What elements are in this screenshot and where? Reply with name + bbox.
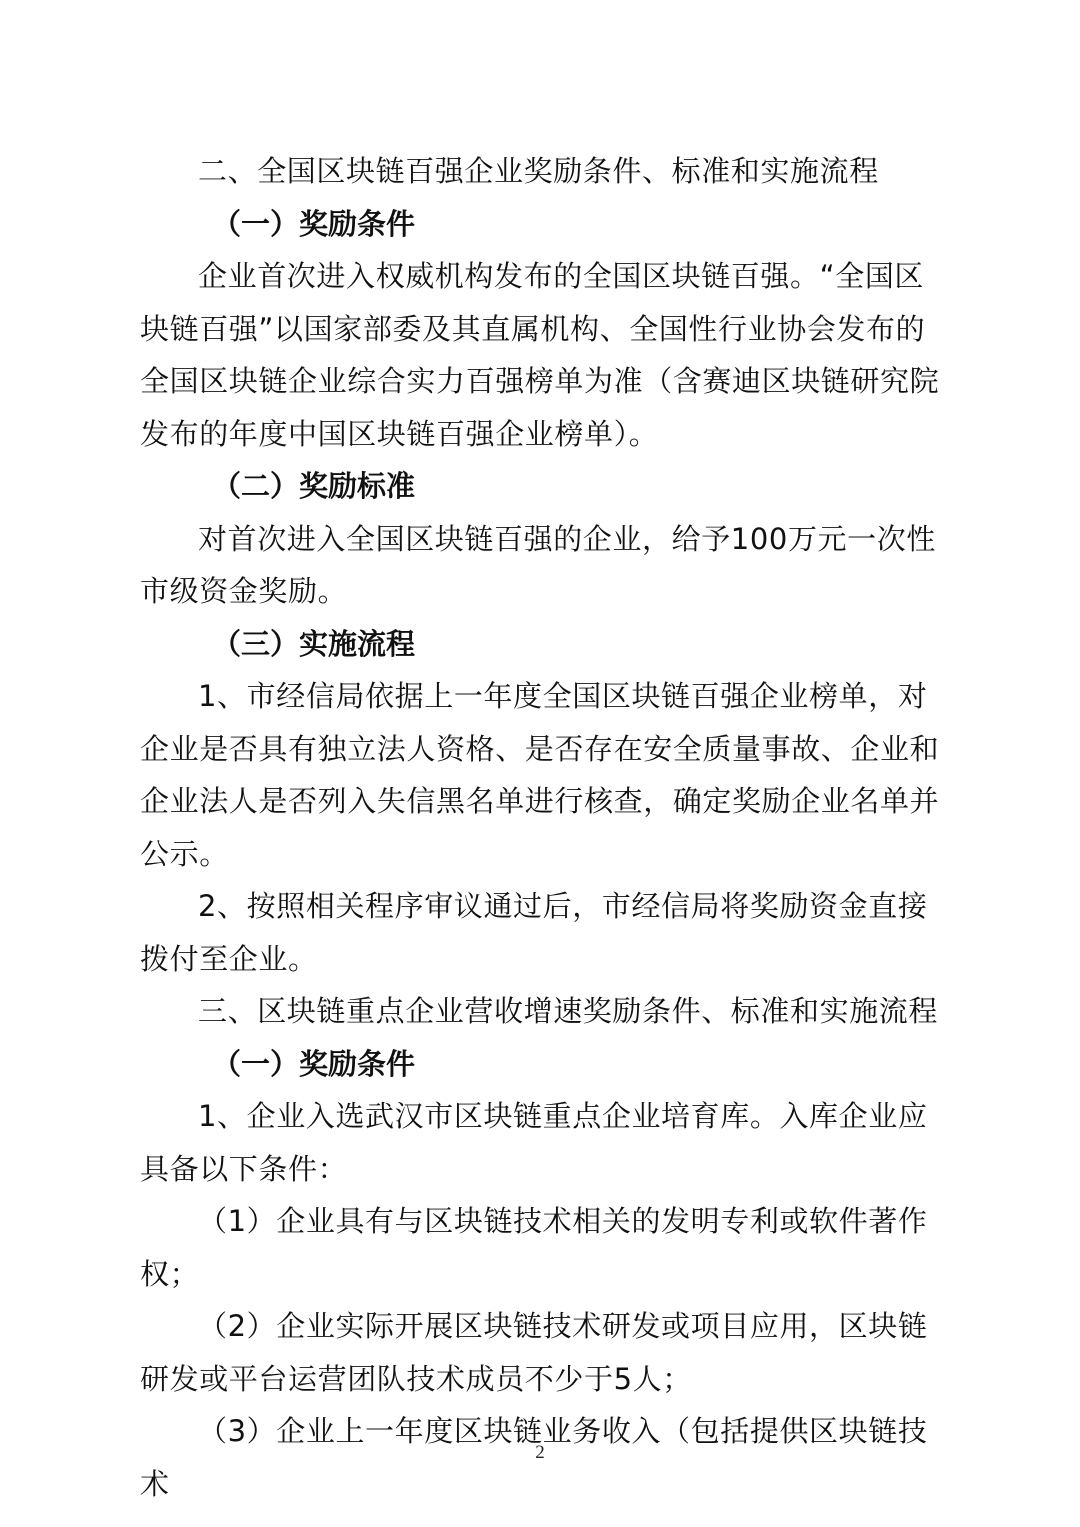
subheading-award-standard: （二）奖励标准 bbox=[212, 469, 416, 503]
paragraph-library-entry: 1、企业入选武汉市区块链重点企业培育库。入库企业应具备以下条件： bbox=[140, 1099, 928, 1186]
page-number: 2 bbox=[535, 1442, 545, 1463]
paragraph-step-1: 1、市经信局依据上一年度全国区块链百强企业榜单，对企业是否具有独立法人资格、是否存在安全质量事故、企业和企业法人是否列入失信黑名单进行核查，确定奖励企业名单并公示。 bbox=[140, 679, 940, 871]
section-heading-3: 三、区块链重点企业营收增速奖励条件、标准和实施流程 bbox=[198, 994, 939, 1028]
document-body bbox=[140, 145, 942, 1510]
subheading-award-conditions-2: （一）奖励条件 bbox=[212, 1046, 416, 1081]
paragraph-condition-3: （3）企业上一年度区块链业务收入（包括提供区块链技术 bbox=[140, 1414, 928, 1501]
paragraph-condition-1: （1）企业具有与区块链技术相关的发明专利或软件著作权； bbox=[140, 1204, 928, 1291]
subheading-implementation: （三）实施流程 bbox=[212, 626, 416, 661]
paragraph-standard: 对首次进入全国区块链百强的企业，给予100万元一次性市级资金奖励。 bbox=[140, 521, 936, 608]
paragraph-conditions: 企业首次进入权威机构发布的全国区块链百强。“全国区块链百强”以国家部委及其直属机构、全国性行业协会发布的全国区块链企业综合实力百强榜单为准（含赛迪区块链研究院发布的年度中国区块链百强企业榜单）。 bbox=[140, 259, 940, 451]
paragraph-step-2: 2、按照相关程序审议通过后，市经信局将奖励资金直接拨付至企业。 bbox=[140, 889, 928, 976]
section-heading-2: 二、全国区块链百强企业奖励条件、标准和实施流程 bbox=[198, 154, 879, 188]
subheading-award-conditions: （一）奖励条件 bbox=[212, 206, 416, 241]
paragraph-condition-2: （2）企业实际开展区块链技术研发或项目应用，区块链研发或平台运营团队技术成员不少于5人； bbox=[140, 1309, 928, 1396]
